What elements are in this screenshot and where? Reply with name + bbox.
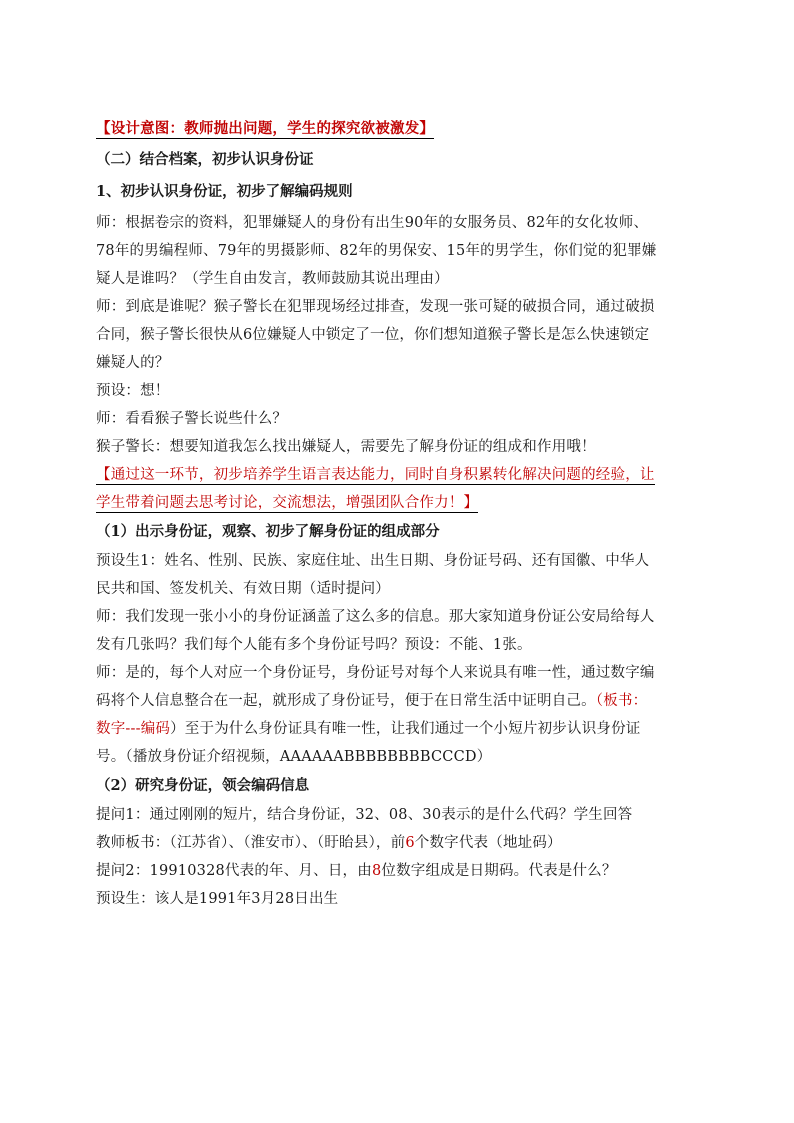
step1-title: （1）出示身份证，观察、初步了解身份证的组成部分 — [96, 523, 440, 540]
preset-student-1: 预设生1：姓名、性别、民族、家庭住址、出生日期、身份证号码、还有国徽、中华人 民共和国、签发机关、有效日期（适时提问） — [96, 553, 650, 597]
question-1: 提问1：通过刚刚的短片，结合身份证，32、08、30表示的是什么代码？学生回答 — [96, 807, 633, 823]
preset-answer: 预设：想！ — [96, 383, 170, 399]
document-page — [96, 115, 702, 913]
red-design-note: 【通过这一环节，初步培养学生语言表达能力，同时自身积累转化解决问题的经验，让 学生带着问题去思考讨论，交流想法，增强团队合作力！】 — [96, 467, 655, 511]
step2-title: （2）研究身份证，领会编码信息 — [96, 777, 310, 794]
paragraph-teacher-3: 师：我们发现一张小小的身份证涵盖了这么多的信息。那大家知道身份证公安局给每人 发有几张吗？我们每个人能有多个身份证号吗？预设：不能、1张。 — [96, 609, 655, 653]
section-title: （二）结合档案，初步认识身份证 — [96, 151, 314, 168]
question-2: 提问2：19910328代表的年、月、日，由8位数字组成是日期码。代表是什么？ — [96, 863, 617, 879]
paragraph-teacher-4: 师：是的，每个人对应一个身份证号，身份证号对每个人来说具有唯一性，通过数字编 码将个人信息整合在一起，就形成了身份证号，便于在日常生活中证明自己。（板书： 数字---编码）至于为什么身份证具有唯一性，让我们通过一个小短片初步认识身份证 号。（播放身份证介绍视频，AAAAAABBBBBBBBCCCD） — [96, 665, 655, 765]
board-note-content: 数字---编码 — [96, 721, 171, 737]
paragraph-teacher-1: 师：根据卷宗的资料，犯罪嫌疑人的身份有出生90年的女服务员、82年的女化妆师、 78年的男编程师、79年的男摄影师、82年的男保安、15年的男学生，你们觉的犯罪嫌 疑人是谁吗？（学生自由发言，教师鼓励其说出理由） — [96, 215, 657, 287]
teacher-board-writing: 教师板书：（江苏省）、（淮安市）、（盱眙县），前6个数字代表（地址码） — [96, 835, 562, 851]
teacher-question: 师：看看猴子警长说些什么？ — [96, 411, 288, 427]
preset-student-2: 预设生：该人是1991年3月28日出生 — [96, 891, 339, 907]
paragraph-teacher-2: 师：到底是谁呢？猴子警长在犯罪现场经过排查，发现一张可疑的破损合同，通过破损 合同，猴子警长很快从6位嫌疑人中锁定了一位，你们想知道猴子警长是怎么快速锁定 嫌疑人的？ — [96, 299, 655, 371]
subsection-title: 1、初步认识身份证，初步了解编码规则 — [96, 183, 353, 200]
board-note-label: （板书： — [595, 693, 648, 709]
design-intent-note: 【设计意图：教师抛出问题，学生的探究欲被激发】 — [96, 120, 435, 137]
monkey-sheriff-line: 猴子警长：想要知道我怎么找出嫌疑人，需要先了解身份证的组成和作用哦！ — [96, 439, 596, 455]
